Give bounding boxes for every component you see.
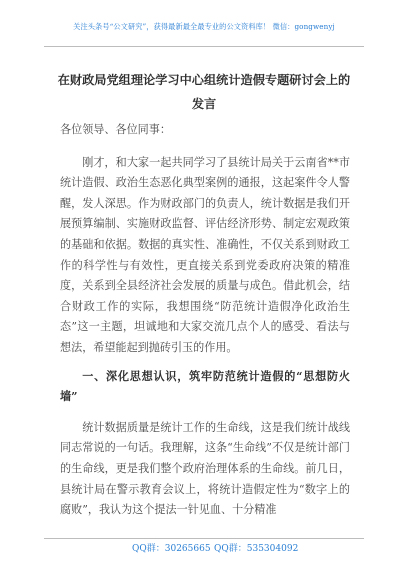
document-body (60, 120, 350, 521)
paragraph-intro: 刚才，和大家一起共同学习了县统计局关于云南省**市统计造假、政治生态恶化典型案例的通报，这起案件令人警醒，发人深思。作为财政部门的负责人，统计数据是我们开展预算编制、实施财政监督、评估经济形势、制定宏观政策的基础和依据。数据的真实性、准确性，不仅关系到财政工作的科学性与有效性，更直接关系到党委政府决策的精准度，关系到全县经济社会发展的质量与成色。借此机会，结合财政工作的实际，我想围绕“防范统计造假净化政治生态”这一主题，坦诚地和大家交流几点个人的感受、看法与想法，希望能起到抛砖引玉的作用。 (60, 155, 350, 354)
footer-qq-group-2: QQ群：535304092 (214, 544, 299, 554)
header-banner: 关注头条号“公文研究”，获得最新最全最专业的公文资料库！ 微信：gongwenyj (73, 22, 335, 31)
document-title: 在财政局党组理论学习中心组统计造假专题研讨会上的发言 (57, 73, 351, 111)
salutation: 各位领导、各位同事： (60, 123, 171, 136)
header-divider (44, 46, 364, 47)
footer-divider (44, 538, 364, 539)
footer-qq-group-1: QQ群：30265665 (132, 544, 211, 554)
section-heading-1: 一、深化思想认识，筑牢防范统计造假的“思想防火墙” (60, 369, 350, 404)
paragraph-section-1: 统计数据质量是统计工作的生命线，这是我们统计战线同志常说的一句话。我理解，这条“生命线”不仅是统计部门的生命线，更是我们整个政府治理体系的生命线。前几日，县统计局在警示教育会议上，将统计造假定性为“数字上的腐败”，我认为这个提法一针见血、十分精准 (60, 420, 350, 517)
